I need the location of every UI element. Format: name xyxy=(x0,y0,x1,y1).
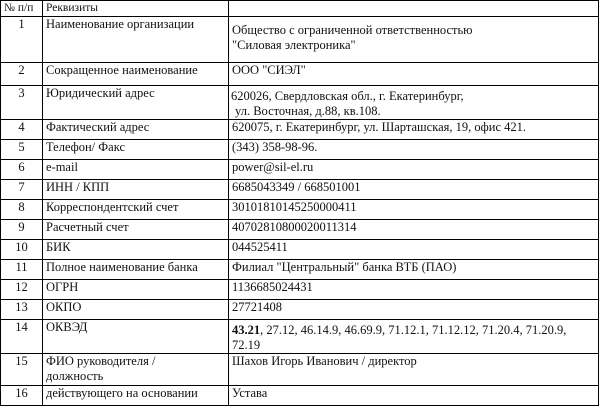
table-row xyxy=(1,280,599,300)
row-value-line xyxy=(232,323,595,338)
table-row xyxy=(1,386,599,406)
row-label: Наименование организации xyxy=(43,17,229,63)
row-value-line: 72.19 xyxy=(232,338,261,352)
row-label: действующего на основании xyxy=(43,386,229,406)
row-number: 9 xyxy=(1,220,43,240)
table-row xyxy=(1,200,599,220)
row-number: 5 xyxy=(1,140,43,160)
row-number: 10 xyxy=(1,240,43,260)
row-number: 4 xyxy=(1,120,43,140)
row-label: ОГРН xyxy=(43,280,229,300)
row-number: 11 xyxy=(1,260,43,280)
table-row xyxy=(1,300,599,320)
header-number: № п/п xyxy=(1,1,43,17)
row-value xyxy=(229,17,599,63)
row-value-line: "Силовая электроника" xyxy=(232,38,356,52)
okved-main-code: 43.21 xyxy=(232,323,261,337)
row-number: 8 xyxy=(1,200,43,220)
table-row xyxy=(1,120,599,140)
row-label: Телефон/ Факс xyxy=(43,140,229,160)
row-label-line: должность xyxy=(46,369,104,383)
row-label: Сокращенное наименование xyxy=(43,63,229,86)
table-header-row xyxy=(1,1,599,17)
row-number: 15 xyxy=(1,354,43,386)
table-row xyxy=(1,63,599,86)
row-label: ОКВЭД xyxy=(43,320,229,354)
row-value: 40702810800020011314 xyxy=(229,220,599,240)
row-value: (343) 358-98-96. xyxy=(229,140,599,160)
table-row xyxy=(1,220,599,240)
row-label: Юридический адрес xyxy=(43,86,229,120)
table-row xyxy=(1,240,599,260)
row-value xyxy=(229,320,599,354)
row-value: power@sil-el.ru xyxy=(229,160,599,180)
row-label xyxy=(43,354,229,386)
row-number: 3 xyxy=(1,86,43,120)
row-value-line: 620026, Свердловская обл., г. Екатеринбург, xyxy=(231,89,464,103)
table-row xyxy=(1,86,599,120)
row-value-line: Общество с ограниченной ответственностью xyxy=(232,23,473,37)
row-label: ИНН / КПП xyxy=(43,180,229,200)
row-value-line: ул. Восточная, д.88, кв.108. xyxy=(235,104,381,118)
row-label: e-mail xyxy=(43,160,229,180)
row-value xyxy=(229,86,599,120)
row-label: Полное наименование банка xyxy=(43,260,229,280)
row-value: Филиал "Центральный" банка ВТБ (ПАО) xyxy=(229,260,599,280)
row-number: 14 xyxy=(1,320,43,354)
row-label: ОКПО xyxy=(43,300,229,320)
row-label: БИК xyxy=(43,240,229,260)
row-number: 2 xyxy=(1,63,43,86)
row-value: 30101810145250000411 xyxy=(229,200,599,220)
row-value: 1136685024431 xyxy=(229,280,599,300)
row-number: 7 xyxy=(1,180,43,200)
row-value: 620075, г. Екатеринбург, ул. Шарташская, 19, офис 421. xyxy=(229,120,599,140)
row-number: 1 xyxy=(1,17,43,63)
table-row xyxy=(1,320,599,354)
table-row xyxy=(1,354,599,386)
row-value: Устава xyxy=(229,386,599,406)
row-label: Корреспондентский счет xyxy=(43,200,229,220)
table-row xyxy=(1,17,599,63)
okved-extra-codes: , 27.12, 46.14.9, 46.69.9, 71.12.1, 71.12.12, 71.20.4, 71.20.9, xyxy=(260,323,567,337)
table-row xyxy=(1,260,599,280)
table-row xyxy=(1,180,599,200)
row-number: 16 xyxy=(1,386,43,406)
row-label: Фактический адрес xyxy=(43,120,229,140)
row-value: 6685043349 / 668501001 xyxy=(229,180,599,200)
row-label-line: ФИО руководителя / xyxy=(46,354,156,368)
row-value: 044525411 xyxy=(229,240,599,260)
header-requisites: Реквизиты xyxy=(43,1,229,17)
row-number: 6 xyxy=(1,160,43,180)
table-row xyxy=(1,140,599,160)
header-value xyxy=(229,1,599,17)
row-value: Шахов Игорь Иванович / директор xyxy=(229,354,599,386)
row-number: 12 xyxy=(1,280,43,300)
row-value: ООО "СИЭЛ" xyxy=(229,63,599,86)
row-label: Расчетный счет xyxy=(43,220,229,240)
row-number: 13 xyxy=(1,300,43,320)
row-value: 27721408 xyxy=(229,300,599,320)
table-row xyxy=(1,160,599,180)
